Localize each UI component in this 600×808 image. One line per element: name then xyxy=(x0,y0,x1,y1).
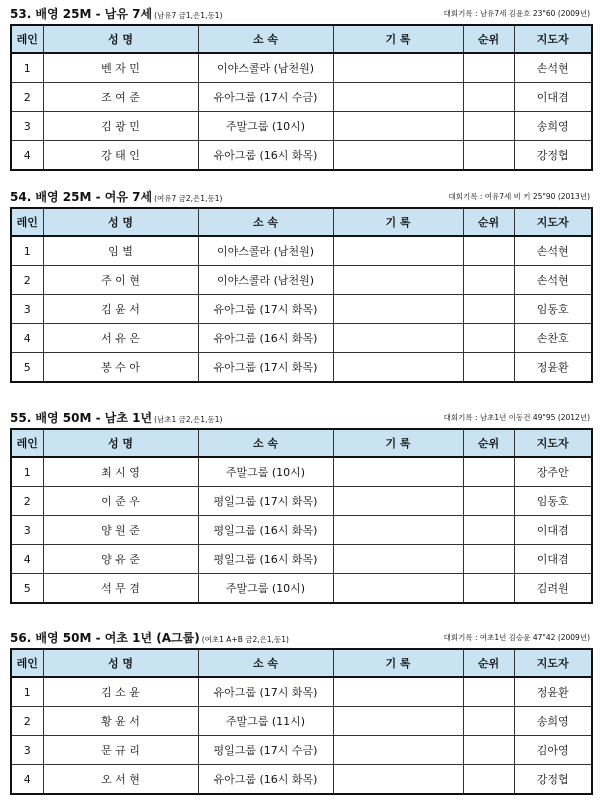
event-medal-info: (여유7 금2,은1,동1) xyxy=(154,194,223,203)
cell-rank xyxy=(463,677,514,707)
column-header-coach: 지도자 xyxy=(514,208,592,236)
cell-lane: 2 xyxy=(11,487,43,516)
cell-rank xyxy=(463,545,514,574)
cell-coach: 손석현 xyxy=(514,266,592,295)
meet-record: 대회기록 : 여유7세 비 키 25"90 (2013년) xyxy=(448,192,590,201)
column-header-name: 성 명 xyxy=(43,25,198,53)
cell-record xyxy=(333,487,463,516)
table-row xyxy=(11,141,592,171)
column-header-club: 소 속 xyxy=(198,25,333,53)
column-header-lane: 레인 xyxy=(11,429,43,457)
cell-record xyxy=(333,677,463,707)
cell-record xyxy=(333,707,463,736)
event-medal-info: (여초1 A+B 금2,은1,동1) xyxy=(201,635,289,644)
column-header-coach: 지도자 xyxy=(514,649,592,677)
cell-lane: 5 xyxy=(11,574,43,604)
cell-name: 오 서 현 xyxy=(43,765,198,795)
cell-name: 문 규 리 xyxy=(43,736,198,765)
cell-name: 김 소 윤 xyxy=(43,677,198,707)
cell-rank xyxy=(463,574,514,604)
cell-lane: 1 xyxy=(11,53,43,83)
cell-lane: 1 xyxy=(11,677,43,707)
meet-record: 대회기록 : 남유7세 김윤호 23"60 (2009년) xyxy=(443,9,590,18)
cell-record xyxy=(333,236,463,266)
table-row xyxy=(11,765,592,795)
event-header xyxy=(0,406,600,428)
cell-record xyxy=(333,574,463,604)
column-header-record: 기 록 xyxy=(333,208,463,236)
table-header-row xyxy=(11,25,592,53)
column-header-rank: 순위 xyxy=(463,25,514,53)
cell-rank xyxy=(463,83,514,112)
cell-coach: 강정협 xyxy=(514,765,592,795)
cell-coach: 손찬호 xyxy=(514,324,592,353)
column-header-record: 기 록 xyxy=(333,649,463,677)
cell-lane: 5 xyxy=(11,353,43,383)
table-row xyxy=(11,736,592,765)
table-row xyxy=(11,574,592,604)
table-row xyxy=(11,324,592,353)
cell-name: 김 윤 서 xyxy=(43,295,198,324)
cell-rank xyxy=(463,266,514,295)
cell-coach: 이대겸 xyxy=(514,83,592,112)
results-table xyxy=(10,648,593,795)
cell-club: 유아그룹 (16시 화목) xyxy=(198,765,333,795)
cell-name: 주 이 현 xyxy=(43,266,198,295)
cell-coach: 이대겸 xyxy=(514,545,592,574)
meet-record: 대회기록 : 남초1년 이동건 49"95 (2012년) xyxy=(443,413,590,422)
cell-club: 주말그룹 (10시) xyxy=(198,112,333,141)
cell-name: 임 별 xyxy=(43,236,198,266)
column-header-rank: 순위 xyxy=(463,649,514,677)
cell-name: 김 광 민 xyxy=(43,112,198,141)
cell-club: 이야스콜라 (남천원) xyxy=(198,266,333,295)
cell-record xyxy=(333,545,463,574)
cell-coach: 김아영 xyxy=(514,736,592,765)
cell-coach: 송희영 xyxy=(514,112,592,141)
column-header-club: 소 속 xyxy=(198,208,333,236)
cell-name: 양 유 준 xyxy=(43,545,198,574)
cell-record xyxy=(333,516,463,545)
event-medal-info: (남초1 금2,은1,동1) xyxy=(154,415,223,424)
column-header-record: 기 록 xyxy=(333,429,463,457)
column-header-coach: 지도자 xyxy=(514,25,592,53)
event-section xyxy=(0,626,600,786)
cell-coach: 김려원 xyxy=(514,574,592,604)
cell-record xyxy=(333,765,463,795)
cell-lane: 3 xyxy=(11,295,43,324)
cell-club: 주말그룹 (10시) xyxy=(198,574,333,604)
cell-rank xyxy=(463,236,514,266)
table-row xyxy=(11,707,592,736)
cell-rank xyxy=(463,324,514,353)
table-row xyxy=(11,487,592,516)
column-header-name: 성 명 xyxy=(43,649,198,677)
cell-club: 이야스콜라 (남천원) xyxy=(198,236,333,266)
cell-rank xyxy=(463,457,514,487)
cell-club: 주말그룹 (10시) xyxy=(198,457,333,487)
cell-coach: 정윤환 xyxy=(514,677,592,707)
event-title-text: 53. 배영 25M - 남유 7세 xyxy=(10,7,153,21)
cell-club: 유아그룹 (17시 화목) xyxy=(198,353,333,383)
event-title xyxy=(10,409,222,426)
event-title xyxy=(10,5,222,22)
event-title-text: 55. 배영 50M - 남초 1년 xyxy=(10,411,153,425)
cell-name: 봉 수 아 xyxy=(43,353,198,383)
cell-lane: 2 xyxy=(11,83,43,112)
cell-club: 유아그룹 (16시 화목) xyxy=(198,324,333,353)
column-header-name: 성 명 xyxy=(43,208,198,236)
cell-coach: 정윤환 xyxy=(514,353,592,383)
column-header-name: 성 명 xyxy=(43,429,198,457)
column-header-coach: 지도자 xyxy=(514,429,592,457)
event-medal-info: (남유7 금1,은1,동1) xyxy=(154,11,223,20)
event-section xyxy=(0,185,600,374)
cell-lane: 3 xyxy=(11,112,43,141)
cell-coach: 장주안 xyxy=(514,457,592,487)
cell-club: 유아그룹 (17시 화목) xyxy=(198,295,333,324)
table-row xyxy=(11,545,592,574)
cell-record xyxy=(333,457,463,487)
column-header-club: 소 속 xyxy=(198,649,333,677)
event-title-text: 54. 배영 25M - 여유 7세 xyxy=(10,190,153,204)
meet-record: 대회기록 : 여초1년 김승윤 47"42 (2009년) xyxy=(443,633,590,642)
cell-rank xyxy=(463,353,514,383)
cell-coach: 임동호 xyxy=(514,295,592,324)
cell-rank xyxy=(463,707,514,736)
table-header-row xyxy=(11,429,592,457)
table-row xyxy=(11,457,592,487)
table-row xyxy=(11,677,592,707)
cell-name: 강 태 인 xyxy=(43,141,198,171)
cell-record xyxy=(333,83,463,112)
cell-name: 벤 자 민 xyxy=(43,53,198,83)
cell-lane: 4 xyxy=(11,141,43,171)
results-table xyxy=(10,207,593,383)
column-header-lane: 레인 xyxy=(11,208,43,236)
table-row xyxy=(11,236,592,266)
cell-club: 평일그룹 (17시 수금) xyxy=(198,736,333,765)
table-row xyxy=(11,353,592,383)
table-row xyxy=(11,112,592,141)
cell-lane: 4 xyxy=(11,545,43,574)
table-row xyxy=(11,516,592,545)
cell-name: 양 원 준 xyxy=(43,516,198,545)
cell-name: 황 윤 서 xyxy=(43,707,198,736)
cell-lane: 4 xyxy=(11,324,43,353)
cell-record xyxy=(333,324,463,353)
cell-lane: 3 xyxy=(11,736,43,765)
column-header-lane: 레인 xyxy=(11,25,43,53)
event-section xyxy=(0,406,600,595)
cell-club: 유아그룹 (17시 화목) xyxy=(198,677,333,707)
cell-record xyxy=(333,53,463,83)
cell-lane: 4 xyxy=(11,765,43,795)
cell-record xyxy=(333,112,463,141)
cell-record xyxy=(333,736,463,765)
cell-rank xyxy=(463,516,514,545)
cell-name: 서 유 은 xyxy=(43,324,198,353)
cell-club: 평일그룹 (17시 화목) xyxy=(198,487,333,516)
cell-coach: 손석현 xyxy=(514,236,592,266)
cell-lane: 1 xyxy=(11,236,43,266)
cell-name: 조 여 준 xyxy=(43,83,198,112)
results-table xyxy=(10,24,593,171)
cell-coach: 송희영 xyxy=(514,707,592,736)
event-header xyxy=(0,626,600,648)
cell-club: 평일그룹 (16시 화목) xyxy=(198,545,333,574)
column-header-record: 기 록 xyxy=(333,25,463,53)
cell-rank xyxy=(463,53,514,83)
cell-rank xyxy=(463,141,514,171)
column-header-club: 소 속 xyxy=(198,429,333,457)
cell-lane: 1 xyxy=(11,457,43,487)
event-title xyxy=(10,629,289,646)
cell-club: 유아그룹 (17시 수금) xyxy=(198,83,333,112)
column-header-rank: 순위 xyxy=(463,208,514,236)
cell-lane: 3 xyxy=(11,516,43,545)
cell-name: 최 시 영 xyxy=(43,457,198,487)
results-table xyxy=(10,428,593,604)
cell-club: 이야스콜라 (남천원) xyxy=(198,53,333,83)
cell-name: 이 준 우 xyxy=(43,487,198,516)
column-header-lane: 레인 xyxy=(11,649,43,677)
cell-record xyxy=(333,295,463,324)
table-row xyxy=(11,295,592,324)
cell-rank xyxy=(463,736,514,765)
cell-coach: 강정협 xyxy=(514,141,592,171)
cell-record xyxy=(333,141,463,171)
cell-rank xyxy=(463,487,514,516)
cell-record xyxy=(333,266,463,295)
event-header xyxy=(0,185,600,207)
cell-rank xyxy=(463,765,514,795)
table-row xyxy=(11,266,592,295)
cell-lane: 2 xyxy=(11,707,43,736)
cell-coach: 손석현 xyxy=(514,53,592,83)
cell-rank xyxy=(463,295,514,324)
table-header-row xyxy=(11,649,592,677)
table-row xyxy=(11,53,592,83)
cell-coach: 이대겸 xyxy=(514,516,592,545)
cell-lane: 2 xyxy=(11,266,43,295)
event-title xyxy=(10,188,222,205)
table-row xyxy=(11,83,592,112)
cell-rank xyxy=(463,112,514,141)
cell-name: 석 무 겸 xyxy=(43,574,198,604)
column-header-rank: 순위 xyxy=(463,429,514,457)
event-title-text: 56. 배영 50M - 여초 1년 (A그룹) xyxy=(10,631,200,645)
cell-record xyxy=(333,353,463,383)
event-header xyxy=(0,2,600,24)
cell-club: 주말그룹 (11시) xyxy=(198,707,333,736)
table-header-row xyxy=(11,208,592,236)
cell-club: 평일그룹 (16시 화목) xyxy=(198,516,333,545)
event-section xyxy=(0,2,600,162)
cell-club: 유아그룹 (16시 화목) xyxy=(198,141,333,171)
cell-coach: 임동호 xyxy=(514,487,592,516)
